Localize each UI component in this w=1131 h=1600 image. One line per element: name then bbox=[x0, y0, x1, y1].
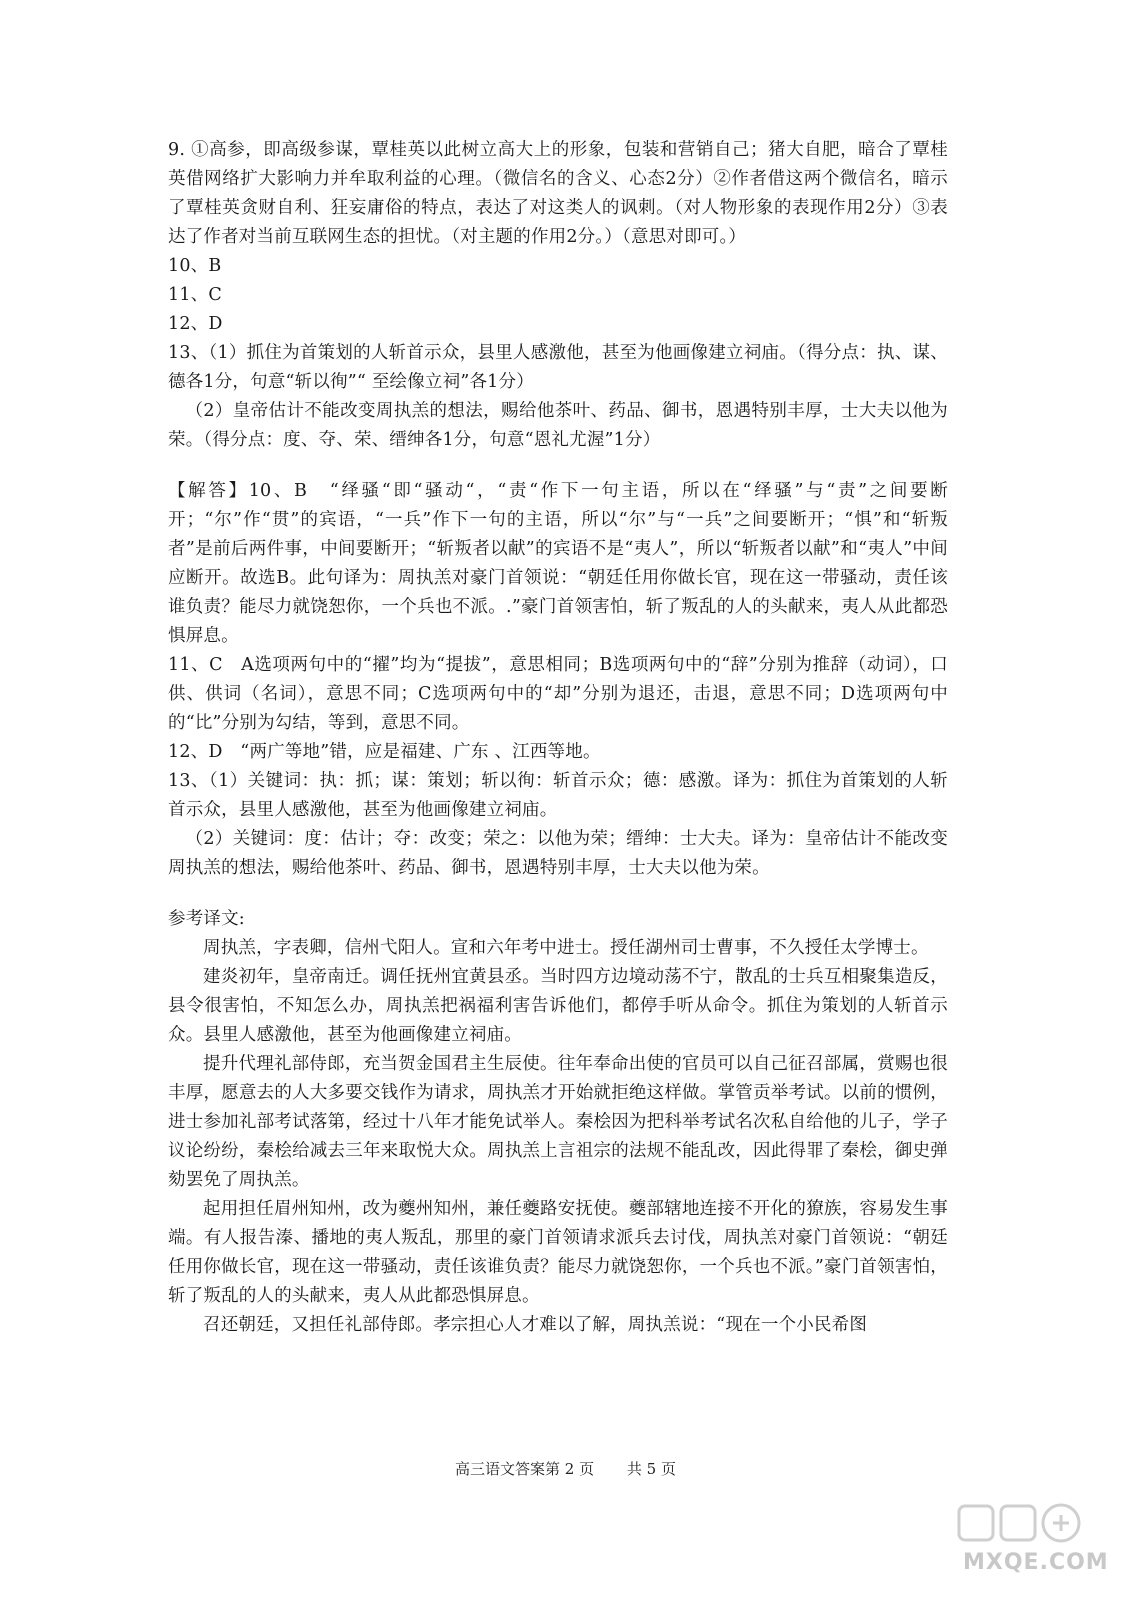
translation-heading: 参考译文: bbox=[168, 909, 245, 929]
explanation-13-2: （2）关键词：度：估计；夺：改变；荣之：以他为荣；缙绅：士大夫。译为：皇帝估计不能改变周执羔的想法，赐给他茶叶、药品、御书，恩遇特别丰厚，士大夫以他为荣。 bbox=[168, 829, 948, 878]
answer-circle-logo-icon bbox=[941, 1500, 1101, 1552]
page-number-label: 高三语文答案第 2 页 bbox=[455, 1460, 595, 1478]
total-pages-label: 共 5 页 bbox=[626, 1460, 676, 1478]
translation-paragraph: 起用担任眉州知州，改为夔州知州，兼任夔路安抚使。夔部辖地连接不开化的獠族，容易发生事端。有人报告溱、播地的夷人叛乱，那里的豪门首领请求派兵去讨伐，周执羔对豪门首领说：“朝廷任用你做长官，现在这一带骚动，责任该谁负责？能尽力就饶恕你，一个兵也不派。”豪门首领害怕，斩了叛乱的人的头献来，夷人从此都恐惧屏息。 bbox=[168, 1199, 948, 1306]
explanation-12: 12、D “两广等地”错，应是福建、广东 、江西等地。 bbox=[168, 742, 601, 762]
page-footer bbox=[0, 1458, 1131, 1479]
translation-paragraph: 周执羔，字表卿，信州弋阳人。宣和六年考中进士。授任湖州司士曹事，不久授任太学博士。 bbox=[203, 938, 929, 958]
answer-13-2: （2）皇帝估计不能改变周执羔的想法，赐给他茶叶、药品、御书，恩遇特别丰厚，士大夫以他为荣。（得分点：度、夺、荣、缙绅各1分，句意“恩礼尤渥”1分） bbox=[168, 401, 948, 450]
page-content bbox=[168, 136, 948, 1340]
explanation-11: 11、C A选项两句中的“擢”均为“提拔”，意思相同；B选项两句中的“辞”分别为推辞（动词），口供、供词（名词），意思不同；C选项两句中的“却”分别为退还，击退，意思不同；D选项两句中的“比”分别为勾结，等到，意思不同。 bbox=[168, 655, 948, 733]
section-gap bbox=[168, 883, 948, 905]
answer-10: 10、B bbox=[168, 256, 222, 276]
translation-paragraph: 提升代理礼部侍郎，充当贺金国君主生辰使。往年奉命出使的官员可以自己征召部属，赏赐也很丰厚，愿意去的人大多要交钱作为请求，周执羔才开始就拒绝这样做。掌管贡举考试。以前的惯例，进士参加礼部考试落第，经过十八年才能免试举人。秦桧因为把科举考试名次私自给他的儿子，学子议论纷纷，秦桧给减去三年来取悦大众。周执羔上言祖宗的法规不能乱改，因此得罪了秦桧，御史弹劾罢免了周执羔。 bbox=[168, 1054, 948, 1190]
section-gap bbox=[168, 455, 948, 477]
watermark-logo bbox=[941, 1500, 1109, 1580]
answer-13-1: 13、（1）抓住为首策划的人斩首示众，县里人感激他，甚至为他画像建立祠庙。（得分点：执、谋、德各1分，句意“斩以徇”“ 至绘像立祠”各1分） bbox=[168, 343, 948, 392]
translation-paragraph: 召还朝廷，又担任礼部侍郎。孝宗担心人才难以了解，周执羔说：“现在一个小民希图 bbox=[203, 1315, 868, 1335]
explanation-10: 【解答】10、B “绎骚“即“骚动“，“责“作下一句主语，所以在“绎骚”与“责”之间要断开；“尔”作“贯”的宾语，“一兵”作下一句的主语，所以“尔”与“一兵”之间要断开；“惧”和“斩叛者”是前后两件事，中间要断开；“斩叛者以献”的宾语不是“夷人”，所以“斩叛者以献”和“夷人”中间应断开。故选B。此句译为：周执羔对豪门首领说：“朝廷任用你做长官，现在这一带骚动，责任该谁负责？能尽力就饶恕你，一个兵也不派。.”豪门首领害怕，斩了叛乱的人的头献来，夷人从此都恐惧屏息。 bbox=[168, 481, 948, 646]
answer-11: 11、C bbox=[168, 285, 222, 305]
watermark-text: MXQE.COM bbox=[963, 1550, 1109, 1575]
translation-paragraph: 建炎初年，皇帝南迁。调任抚州宜黄县丞。当时四方边境动荡不宁，散乱的士兵互相聚集造反，县令很害怕，不知怎么办，周执羔把祸福利害告诉他们，都停手听从命令。抓住为策划的人斩首示众。县里人感激他，甚至为他画像建立祠庙。 bbox=[168, 967, 948, 1045]
answer-12: 12、D bbox=[168, 314, 223, 334]
explanation-13-1: 13、（1）关键词：执：抓；谋：策划；斩以徇：斩首示众；德：感激。译为：抓住为首策划的人斩首示众，县里人感激他，甚至为他画像建立祠庙。 bbox=[168, 771, 948, 820]
answer-9: 9. ①高参，即高级参谋，覃桂英以此树立高大上的形象，包装和营销自己；猪大自肥，暗合了覃桂英借网络扩大影响力并牟取利益的心理。（微信名的含义、心态2分）②作者借这两个微信名，暗示了覃桂英贪财自利、狂妄庸俗的特点，表达了对这类人的讽刺。（对人物形象的表现作用2分）③表达了作者对当前互联网生态的担忧。（对主题的作用2分。）（意思对即可。） bbox=[168, 140, 948, 247]
